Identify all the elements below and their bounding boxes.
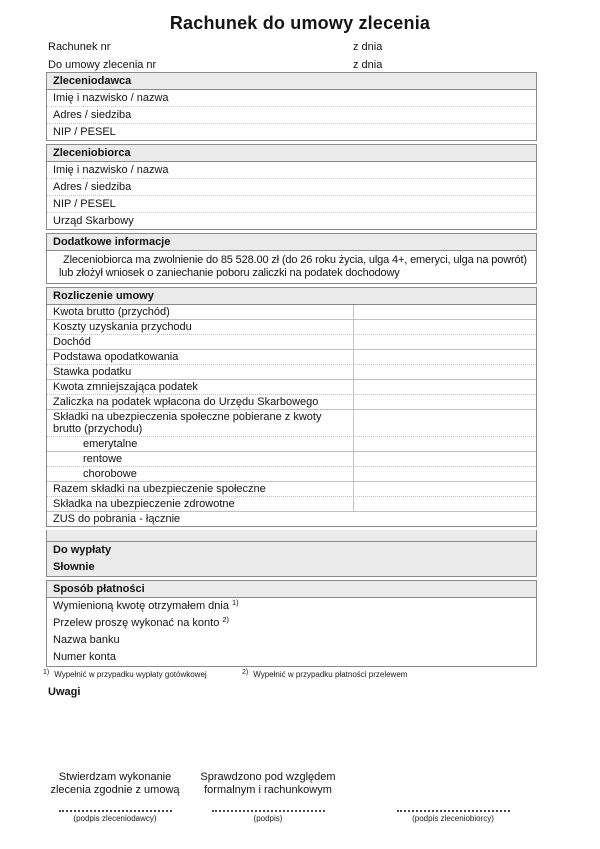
field-label: Adres / siedziba <box>47 106 536 123</box>
table-row <box>47 349 536 364</box>
table-row <box>47 511 536 526</box>
row-value-cell <box>353 380 536 394</box>
payout-amount-label: Do wypłaty <box>53 544 112 556</box>
footnote-ref: 2) <box>222 615 229 624</box>
section-zleceniodawca <box>46 72 537 141</box>
row-label: emerytalne <box>83 438 138 450</box>
invoice-number-label: Rachunek nr <box>48 41 111 53</box>
section-zleceniobiorca <box>46 144 537 230</box>
signature-caption: (podpis zleceniodawcy) <box>73 814 157 823</box>
signature-statement <box>193 771 343 797</box>
signature-block-zleceniodawca <box>40 771 190 823</box>
contract-date-label: z dnia <box>353 59 383 71</box>
additional-info-text <box>47 251 536 283</box>
row-label: Stawka podatku <box>53 366 132 378</box>
row-value-cell <box>353 497 536 511</box>
footnote-1-ref: 1) <box>43 669 50 676</box>
table-row <box>47 364 536 379</box>
section-dodatkowe-informacje <box>46 233 537 284</box>
row-value-cell <box>353 482 536 496</box>
table-row <box>47 409 536 436</box>
row-label: ZUS do pobrania - łącznie <box>53 513 181 525</box>
additional-info-line1: Zleceniobiorca ma zwolnienie do 85 528.00 zł (do 26 roku życia, ulga 4+, emeryci, ulga na powrót) <box>63 254 527 266</box>
section-title: Zleceniodawca <box>47 73 536 90</box>
signature-caption: (podpis zleceniobiorcy) <box>412 814 494 823</box>
table-row <box>47 334 536 349</box>
signature-dotted-line <box>59 810 172 812</box>
section-rozliczenie-umowy <box>46 287 537 527</box>
payment-row-label: Nazwa banku <box>53 634 120 646</box>
table-row <box>47 319 536 334</box>
signature-block-zleceniobiorca <box>378 771 528 823</box>
table-row <box>47 451 536 466</box>
row-value-cell <box>353 395 536 409</box>
signature-dotted-line <box>397 810 510 812</box>
footnote-2 <box>242 670 407 679</box>
table-row <box>47 466 536 481</box>
section-title: Zleceniobiorca <box>47 145 536 162</box>
row-value-cell <box>353 305 536 319</box>
section-title: Dodatkowe informacje <box>47 234 536 251</box>
signature-statement-line1: Sprawdzono pod względem <box>200 771 336 783</box>
signature-statement-line1: Stwierdzam wykonanie <box>58 771 172 783</box>
row-label: chorobowe <box>83 468 137 480</box>
table-row <box>47 305 536 319</box>
row-value-cell <box>353 452 536 466</box>
signature-statement <box>378 771 528 797</box>
table-row <box>47 379 536 394</box>
footnote-1-text: Wypełnić w przypadku wypłaty gotówkowej <box>54 670 207 679</box>
signature-statement <box>40 771 190 797</box>
field-label: NIP / PESEL <box>47 195 536 212</box>
row-label: Podstawa opodatkowania <box>53 351 179 363</box>
row-label: Koszty uzyskania przychodu <box>53 321 192 333</box>
row-value-cell <box>353 467 536 481</box>
row-value-cell <box>353 410 536 436</box>
section-sposob-platnosci <box>46 580 537 667</box>
field-label: Imię i nazwisko / nazwa <box>53 92 169 104</box>
row-value-cell <box>353 365 536 379</box>
row-label: Kwota zmniejszająca podatek <box>53 381 198 393</box>
row-label: rentowe <box>83 453 123 465</box>
table-row <box>47 481 536 496</box>
invoice-number-row <box>0 36 600 54</box>
footnote-2-ref: 2) <box>242 669 249 676</box>
row-label: Razem składki na ubezpieczenie społeczne <box>53 483 266 495</box>
row-value-cell <box>353 320 536 334</box>
row-value-cell <box>353 512 536 526</box>
footnote-1 <box>43 670 207 679</box>
page-title: Rachunek do umowy zlecenia <box>169 13 431 33</box>
additional-info-line2: lub złożył wniosek o zaniechanie poboru zaliczki na podatek dochodowy <box>59 267 400 279</box>
payment-row <box>47 649 536 666</box>
row-label: Kwota brutto (przychód) <box>53 306 170 318</box>
table-row <box>47 436 536 451</box>
footnote-2-text: Wypełnić w przypadku płatności przelewem <box>253 670 408 679</box>
settlement-table <box>47 305 536 526</box>
row-label: Składka na ubezpieczenie zdrowotne <box>53 498 235 510</box>
table-row <box>47 496 536 511</box>
payment-row <box>47 598 536 615</box>
section-title: Rozliczenie umowy <box>47 288 536 305</box>
signature-dotted-line <box>212 810 325 812</box>
field-label: Adres / siedziba <box>47 178 536 195</box>
contract-number-row <box>0 54 600 72</box>
remarks-label: Uwagi <box>48 686 81 698</box>
payout-in-words-label: Słownie <box>53 561 95 573</box>
signature-statement-line2: zlecenia zgodnie z umową <box>50 784 180 796</box>
payment-row-label: Wymienioną kwotę otrzymałem dnia <box>53 600 229 612</box>
payment-row-label: Przelew proszę wykonać na konto <box>53 617 220 629</box>
row-value-cell <box>353 335 536 349</box>
footnotes <box>0 670 600 683</box>
section-title: Sposób płatności <box>47 581 536 598</box>
payment-row <box>47 615 536 632</box>
row-label: Dochód <box>53 336 91 348</box>
row-value-cell <box>353 350 536 364</box>
field-label: NIP / PESEL <box>47 123 536 140</box>
contract-number-label: Do umowy zlecenia nr <box>48 59 157 71</box>
signature-block-kontrola <box>193 771 343 823</box>
field-label: Imię i nazwisko / nazwa <box>53 164 169 176</box>
form-header <box>0 36 600 72</box>
field-label: Urząd Skarbowy <box>47 212 536 229</box>
signature-area <box>0 771 600 831</box>
payment-row <box>47 632 536 649</box>
signature-caption: (podpis) <box>253 814 283 823</box>
row-label: Składki na ubezpieczenia społeczne pobierane z kwoty brutto (przychodu) <box>53 411 322 435</box>
empty-spacer-row <box>46 530 537 541</box>
payment-row-label: Numer konta <box>53 651 116 663</box>
row-label: Zaliczka na podatek wpłacona do Urzędu Skarbowego <box>53 396 319 408</box>
invoice-date-label: z dnia <box>353 41 383 53</box>
section-do-wyplaty <box>46 541 537 577</box>
row-value-cell <box>353 437 536 451</box>
signature-statement-line2: formalnym i rachunkowym <box>204 784 332 796</box>
footnote-ref: 1) <box>231 598 239 607</box>
table-row <box>47 394 536 409</box>
